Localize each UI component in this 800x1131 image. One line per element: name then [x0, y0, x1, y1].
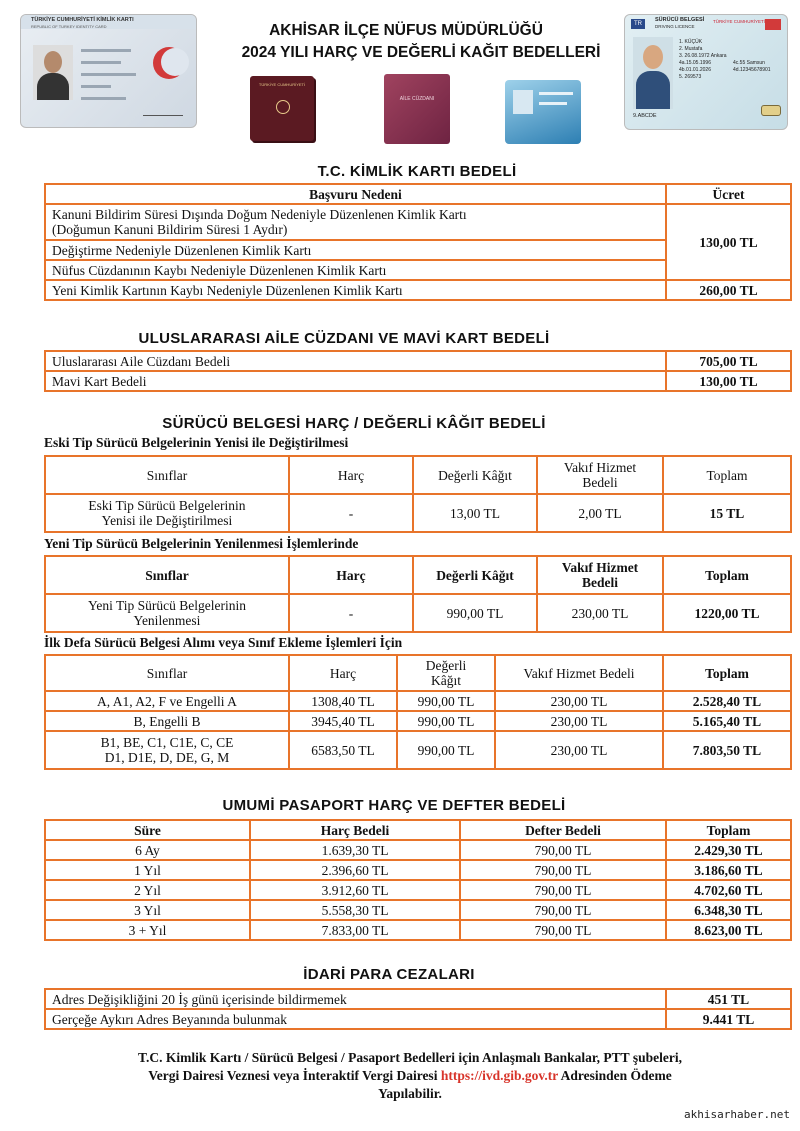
column-header: Vakıf Hizmet [563, 460, 637, 475]
toplam-cell: 8.623,00 TL [666, 920, 791, 940]
kagit-cell: 990,00 TL [397, 711, 495, 731]
vakif-cell: 230,00 TL [537, 594, 663, 632]
licence-side-line: 4d.12345678901 [733, 67, 771, 73]
subtitle-eski: Eski Tip Sürücü Belgelerinin Yenisi ile Değiştirilmesi [44, 435, 349, 450]
table-row [45, 989, 791, 1009]
licence-subtitle: DRIVING LICENCE [655, 24, 695, 29]
class-text: D1, D1E, D, DE, G, M [104, 750, 230, 765]
toplam-cell: 2.528,40 TL [663, 691, 791, 711]
family-booklet-label: AİLE CÜZDANI [399, 96, 435, 102]
table-row [45, 900, 791, 920]
portrait-photo [33, 45, 73, 100]
column-header-fee: Ücret [666, 184, 791, 204]
column-header: Sınıflar [45, 556, 289, 594]
footer-line2: Vergi Dairesi Veznesi veya İnteraktif Vergi Dairesi [148, 1068, 438, 1083]
item-label: Adres Değişikliğini 20 İş günü içerisinde bildirmemek [45, 989, 666, 1009]
toplam-cell: 1220,00 TL [663, 594, 791, 632]
column-header: Kâğıt [431, 673, 461, 688]
licence-line: 5. 269573 [679, 74, 702, 80]
item-label: Mavi Kart Bedeli [45, 371, 666, 391]
car-icon [761, 105, 781, 116]
harc-cell: 1.639,30 TL [250, 840, 460, 860]
kagit-cell: 990,00 TL [413, 594, 537, 632]
kagit-cell: 13,00 TL [413, 494, 537, 532]
licence-line: 4b.01.01.2026 [679, 67, 711, 73]
column-header: Toplam [666, 820, 791, 840]
table-header-row [45, 655, 791, 691]
footer-line2-end: Adresinden Ödeme [560, 1068, 672, 1083]
footer-line1: T.C. Kimlik Kartı / Sürücü Belgesi / Pasaport Bedelleri için Anlaşmalı Bankalar, PTT şubeleri, [138, 1050, 682, 1065]
passport-label: TÜRKİYE CUMHURİYETİ [258, 82, 306, 87]
licence-line: 2. Mustafa [679, 46, 703, 52]
table-header-row [45, 556, 791, 594]
class-text: Eski Tip Sürücü Belgelerinin [88, 498, 246, 513]
toplam-cell: 15 TL [663, 494, 791, 532]
column-header: Defter Bedeli [460, 820, 666, 840]
duration-cell: 3 + Yıl [45, 920, 250, 940]
licence-line: 1. KÜÇÜK [679, 39, 703, 45]
section-title-surucu: SÜRÜCÜ BELGESİ HARÇ / DEĞERLİ KÂĞIT BEDELİ [162, 415, 546, 432]
pasaport-table [44, 819, 792, 941]
column-header: Harç [289, 556, 413, 594]
licence-country: TÜRKİYE CUMHURİYETİ [713, 19, 766, 24]
section-title-pasaport: UMUMİ PASAPORT HARÇ VE DEFTER BEDELİ [222, 797, 566, 814]
item-label: Uluslararası Aile Cüzdanı Bedeli [45, 351, 666, 371]
fee-cell: 130,00 TL [666, 371, 791, 391]
class-text: A, A1, A2, F ve Engelli A [45, 691, 289, 711]
watermark: akhisarhaber.net [684, 1108, 790, 1121]
harc-cell: 7.833,00 TL [250, 920, 460, 940]
toplam-cell: 4.702,60 TL [666, 880, 791, 900]
kagit-cell: 990,00 TL [397, 731, 495, 769]
column-header: Bedeli [582, 575, 618, 590]
table-row [45, 920, 791, 940]
class-text: Yenilenmesi [133, 613, 201, 628]
flag-icon [765, 19, 781, 30]
subtitle-ilk: İlk Defa Sürücü Belgesi Alımı veya Sınıf Ekleme İşlemleri İçin [44, 635, 403, 650]
reason-text: Yeni Kimlik Kartının Kaybı Nedeniyle Düzenlenen Kimlik Kartı [45, 280, 666, 300]
harc-cell: 3.912,60 TL [250, 880, 460, 900]
footer-line3: Yapılabilir. [378, 1086, 442, 1101]
subtitle-yeni: Yeni Tip Sürücü Belgelerinin Yenilenmesi İşlemlerinde [44, 536, 359, 551]
column-header: Vakıf Hizmet [561, 560, 639, 575]
table-row [45, 880, 791, 900]
harc-cell: - [289, 494, 413, 532]
table-row [45, 351, 791, 371]
fee-cell: 705,00 TL [666, 351, 791, 371]
toplam-cell: 7.803,50 TL [663, 731, 791, 769]
column-header: Sınıflar [45, 456, 289, 494]
vakif-cell: 2,00 TL [537, 494, 663, 532]
ivd-link[interactable]: https://ivd.gib.gov.tr [440, 1068, 558, 1083]
driving-licence-image [624, 14, 788, 130]
class-text: Yeni Tip Sürücü Belgelerinin [87, 598, 247, 613]
column-header: Sınıflar [45, 655, 289, 691]
fee-cell: 130,00 TL [666, 204, 791, 280]
passport-image [250, 76, 314, 141]
licence-side-line: 4c.55 Samsun [733, 60, 765, 66]
licence-line: 4a.15.05.1996 [679, 60, 711, 66]
toplam-cell: 6.348,30 TL [666, 900, 791, 920]
column-header: Toplam [663, 556, 791, 594]
ceza-table [44, 988, 792, 1030]
section-title-kimlik: T.C. KİMLİK KARTI BEDELİ [317, 163, 517, 180]
toplam-cell: 3.186,60 TL [666, 860, 791, 880]
defter-cell: 790,00 TL [460, 920, 666, 940]
signature-icon [143, 107, 183, 116]
column-header: Toplam [663, 456, 791, 494]
footer-note [20, 1049, 800, 1103]
column-header: Değerli [425, 658, 467, 673]
duration-cell: 2 Yıl [45, 880, 250, 900]
table-row [45, 280, 791, 300]
fee-cell: 9.441 TL [666, 1009, 791, 1029]
reason-note: (Doğumun Kanuni Bildirim Süresi 1 Aydır) [52, 222, 288, 237]
table-row [45, 860, 791, 880]
ilk-defa-table [44, 654, 792, 770]
column-header: Harç Bedeli [250, 820, 460, 840]
table-row [45, 494, 791, 532]
table-row [45, 1009, 791, 1029]
column-header: Vakıf Hizmet Bedeli [495, 655, 663, 691]
toplam-cell: 5.165,40 TL [663, 711, 791, 731]
column-header: Bedeli [582, 475, 618, 490]
licence-line: 3. 26.08.1972 Ankara [679, 53, 727, 59]
table-row [45, 691, 791, 711]
table-header-row [45, 184, 791, 204]
harc-cell: 3945,40 TL [289, 711, 397, 731]
yeni-tip-table [44, 555, 792, 633]
class-text: B1, BE, C1, C1E, C, CE [100, 735, 234, 750]
fee-cell: 260,00 TL [666, 280, 791, 300]
table-row [45, 594, 791, 632]
table-header-row [45, 456, 791, 494]
item-label: Gerçeğe Aykırı Adres Beyanında bulunmak [45, 1009, 666, 1029]
column-header: Süre [45, 820, 250, 840]
licence-portrait [633, 37, 673, 109]
section-title-ceza: İDARİ PARA CEZALARI [303, 966, 475, 983]
kagit-cell: 990,00 TL [397, 691, 495, 711]
duration-cell: 3 Yıl [45, 900, 250, 920]
defter-cell: 790,00 TL [460, 840, 666, 860]
harc-cell: 6583,50 TL [289, 731, 397, 769]
id-card-title: TÜRKİYE CUMHURİYETİ KİMLİK KARTI [31, 17, 134, 23]
harc-cell: 2.396,60 TL [250, 860, 460, 880]
table-row [45, 840, 791, 860]
reason-text: Nüfus Cüzdanının Kaybı Nedeniyle Düzenlenen Kimlik Kartı [45, 260, 666, 280]
aile-table [44, 350, 792, 392]
column-header-reason: Başvuru Nedeni [45, 184, 666, 204]
column-header: Harç [289, 655, 397, 691]
defter-cell: 790,00 TL [460, 900, 666, 920]
table-row [45, 731, 791, 769]
blue-card-image [505, 80, 581, 144]
kimlik-table [44, 183, 792, 301]
id-card-subtitle: REPUBLIC OF TURKEY IDENTITY CARD [31, 24, 107, 29]
duration-cell: 6 Ay [45, 840, 250, 860]
harc-cell: 1308,40 TL [289, 691, 397, 711]
id-card-image [20, 14, 197, 128]
column-header: Harç [289, 456, 413, 494]
column-header: Toplam [663, 655, 791, 691]
duration-cell: 1 Yıl [45, 860, 250, 880]
column-header: Değerli Kâğıt [413, 456, 537, 494]
table-header-row [45, 820, 791, 840]
vakif-cell: 230,00 TL [495, 731, 663, 769]
class-text: Yenisi ile Değiştirilmesi [101, 513, 233, 528]
harc-cell: 5.558,30 TL [250, 900, 460, 920]
toplam-cell: 2.429,30 TL [666, 840, 791, 860]
page-title-line1: AKHİSAR İLÇE NÜFUS MÜDÜRLÜĞÜ [269, 22, 543, 39]
table-row [45, 371, 791, 391]
defter-cell: 790,00 TL [460, 880, 666, 900]
eski-tip-table [44, 455, 792, 533]
vakif-cell: 230,00 TL [495, 711, 663, 731]
vakif-cell: 230,00 TL [495, 691, 663, 711]
column-header: Değerli Kâğıt [413, 556, 537, 594]
class-text: B, Engelli B [45, 711, 289, 731]
fee-cell: 451 TL [666, 989, 791, 1009]
licence-title: SÜRÜCÜ BELGESİ [655, 17, 705, 23]
page-title-line2: 2024 YILI HARÇ VE DEĞERLİ KAĞIT BEDELLERİ [241, 44, 601, 61]
harc-cell: - [289, 594, 413, 632]
section-title-aile: ULUSLARARASI AİLE CÜZDANI VE MAVİ KART BEDELİ [138, 330, 550, 347]
table-row [45, 711, 791, 731]
defter-cell: 790,00 TL [460, 860, 666, 880]
table-row [45, 204, 791, 240]
reason-text: Değiştirme Nedeniyle Düzenlenen Kimlik Kartı [45, 240, 666, 260]
reason-text: Kanuni Bildirim Süresi Dışında Doğum Nedeniyle Düzenlenen Kimlik Kartı [52, 207, 467, 222]
family-booklet-image [384, 74, 450, 144]
licence-badge: TR [631, 19, 645, 29]
licence-footer: 9.ABCDE [633, 113, 657, 119]
